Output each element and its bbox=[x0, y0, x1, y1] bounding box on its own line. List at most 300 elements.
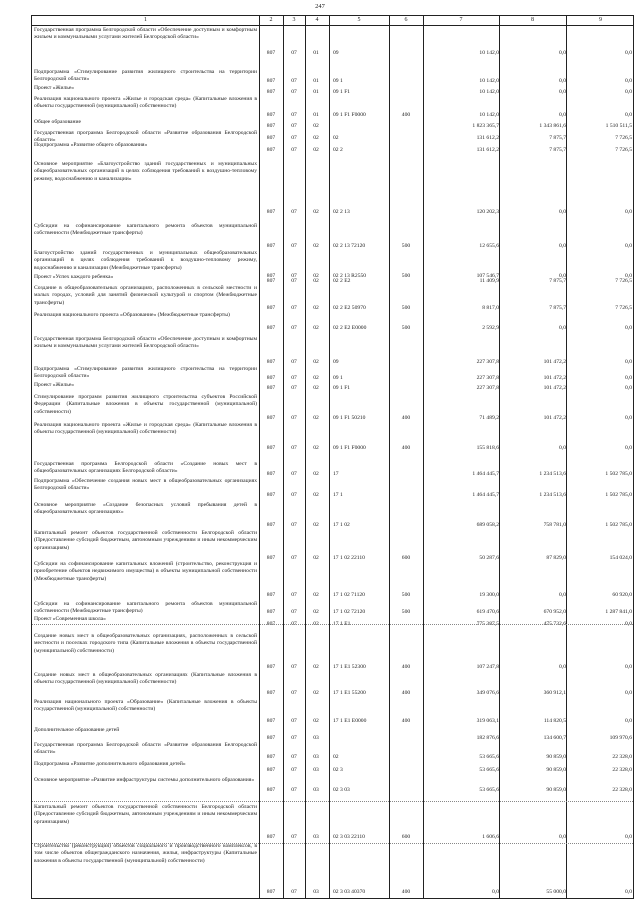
table-row bbox=[32, 274, 635, 285]
cell-c5: 09 1 F1 bbox=[333, 385, 351, 391]
cell-c2: 807 bbox=[266, 664, 276, 670]
cell-c5: 02 2 13 72120 bbox=[333, 243, 366, 249]
cell-c8: 0,0 bbox=[559, 89, 566, 95]
cell-c4: 02 bbox=[313, 592, 319, 598]
cell-c2: 807 bbox=[266, 243, 276, 249]
cell-c9: 0,0 bbox=[625, 621, 632, 627]
cell-c3: 07 bbox=[291, 112, 297, 118]
cell-c9: 7 726,5 bbox=[615, 147, 632, 153]
cell-c6: 400 bbox=[401, 690, 411, 696]
cell-c3: 07 bbox=[291, 471, 297, 477]
cell-c4: 02 bbox=[313, 243, 319, 249]
table-row bbox=[32, 502, 635, 529]
table-row bbox=[32, 561, 635, 599]
row-name: Субсидии на софинансирование капитального ремонта объектов муниципальной собственности (Межбюджетные трансферты) bbox=[34, 601, 257, 615]
cell-c8: 90 859,0 bbox=[546, 754, 566, 760]
cell-c5: 09 bbox=[333, 50, 339, 56]
cell-c7: 8 817,0 bbox=[482, 305, 499, 311]
cell-c5: 02 2 E2 bbox=[333, 278, 351, 284]
cell-c2: 807 bbox=[266, 278, 276, 284]
cell-c4: 02 bbox=[313, 325, 319, 331]
cell-c2: 807 bbox=[266, 415, 276, 421]
table-row bbox=[32, 366, 635, 382]
cell-c2: 807 bbox=[266, 834, 276, 840]
cell-c7: 10 142,0 bbox=[479, 50, 499, 56]
table-row bbox=[32, 142, 635, 154]
cell-c9: 0,0 bbox=[625, 718, 632, 724]
cell-c6: 500 bbox=[401, 592, 411, 598]
cell-c8: 0,0 bbox=[559, 243, 566, 249]
cell-c7: 155 818,6 bbox=[476, 445, 499, 451]
cell-c7: 10 142,0 bbox=[479, 112, 499, 118]
cell-c5: 02 3 03 40370 bbox=[333, 889, 366, 895]
cell-c9: 1 287 841,0 bbox=[605, 609, 632, 615]
row-name: Проект «Успех каждого ребенка» bbox=[34, 274, 114, 280]
cell-c5: 09 1 F1 50210 bbox=[333, 415, 366, 421]
cell-c8: 87 829,0 bbox=[546, 555, 566, 561]
cell-c4: 02 bbox=[313, 471, 319, 477]
cell-c5: 17 1 E1 bbox=[333, 621, 351, 627]
cell-c5: 09 1 F1 F0000 bbox=[333, 445, 366, 451]
cell-c2: 807 bbox=[266, 690, 276, 696]
cell-c3: 07 bbox=[291, 492, 297, 498]
cell-c8: 101 472,2 bbox=[543, 375, 566, 381]
cell-c7: 1 606,6 bbox=[482, 834, 499, 840]
cell-c7: 120 202,3 bbox=[476, 209, 499, 215]
table-row bbox=[32, 777, 635, 794]
cell-c5: 17 1 E1 52300 bbox=[333, 664, 366, 670]
cell-c7: 107 247,8 bbox=[476, 664, 499, 670]
cell-c6: 400 bbox=[401, 664, 411, 670]
cell-c3: 07 bbox=[291, 209, 297, 215]
row-name: Создание новых мест в общеобразовательных организациях (Капитальные вложения в объекты государственной (муниципальной) собственности) bbox=[34, 672, 257, 686]
cell-c8: 670 952,0 bbox=[543, 609, 566, 615]
table-row bbox=[32, 27, 635, 57]
cell-c5: 02 bbox=[333, 135, 339, 141]
cell-c2: 807 bbox=[266, 273, 276, 279]
cell-c6: 500 bbox=[401, 325, 411, 331]
cell-c2: 807 bbox=[266, 492, 276, 498]
cell-c8: 0,0 bbox=[559, 664, 566, 670]
row-name: Проект «Жилье» bbox=[34, 85, 75, 91]
cell-c3: 07 bbox=[291, 305, 297, 311]
cell-c4: 02 bbox=[313, 718, 319, 724]
cell-c7: 53 665,6 bbox=[479, 787, 499, 793]
cell-c2: 807 bbox=[266, 735, 276, 741]
cell-c6: 500 bbox=[401, 273, 411, 279]
cell-c6: 500 bbox=[401, 305, 411, 311]
cell-c7: 227 307,8 bbox=[476, 375, 499, 381]
table-row bbox=[32, 699, 635, 725]
cell-c3: 07 bbox=[291, 621, 297, 627]
cell-c9: 0,0 bbox=[625, 834, 632, 840]
cell-c2: 807 bbox=[266, 50, 276, 56]
cell-c3: 07 bbox=[291, 889, 297, 895]
cell-c5: 02 3 bbox=[333, 767, 343, 773]
cell-c3: 07 bbox=[291, 273, 297, 279]
cell-c3: 07 bbox=[291, 522, 297, 528]
cell-c4: 02 bbox=[313, 445, 319, 451]
cell-c8: 55 000,0 bbox=[546, 889, 566, 895]
cell-c6: 500 bbox=[401, 243, 411, 249]
table-row bbox=[32, 285, 635, 312]
header-cell-8: 8 bbox=[531, 17, 534, 23]
cell-c9: 0,0 bbox=[625, 243, 632, 249]
cell-c3: 07 bbox=[291, 375, 297, 381]
cell-c5: 02 3 03 bbox=[333, 787, 350, 793]
cell-c6: 500 bbox=[401, 609, 411, 615]
cell-c3: 07 bbox=[291, 135, 297, 141]
cell-c2: 807 bbox=[266, 445, 276, 451]
cell-c3: 07 bbox=[291, 78, 297, 84]
cell-c2: 807 bbox=[266, 147, 276, 153]
cell-c8: 0,0 bbox=[559, 273, 566, 279]
row-name: Проект «Современная школа» bbox=[34, 616, 106, 622]
row-name: Государственная программа Белгородской области «Обеспечение доступным и комфортным жильем и коммунальными услугами жителей Белгородской области» bbox=[34, 27, 257, 41]
cell-c4: 02 bbox=[313, 135, 319, 141]
cell-c8: 7 875,7 bbox=[549, 305, 566, 311]
cell-c7: 53 665,6 bbox=[479, 754, 499, 760]
cell-c9: 0,0 bbox=[625, 78, 632, 84]
cell-c3: 07 bbox=[291, 243, 297, 249]
cell-c3: 07 bbox=[291, 89, 297, 95]
cell-c8: 101 472,2 bbox=[543, 385, 566, 391]
cell-c8: 1 234 513,6 bbox=[539, 492, 566, 498]
cell-c2: 807 bbox=[266, 555, 276, 561]
cell-c7: 10 142,0 bbox=[479, 78, 499, 84]
cell-c7: 53 665,6 bbox=[479, 767, 499, 773]
header-cell-7: 7 bbox=[459, 17, 463, 23]
cell-c4: 03 bbox=[313, 767, 319, 773]
cell-c9: 0,0 bbox=[625, 359, 632, 365]
cell-c6: 400 bbox=[401, 445, 411, 451]
table-row bbox=[32, 223, 635, 250]
cell-c4: 02 bbox=[313, 123, 319, 129]
cell-c8: 0,0 bbox=[559, 209, 566, 215]
cell-c4: 02 bbox=[313, 415, 319, 421]
cell-c9: 0,0 bbox=[625, 50, 632, 56]
table-row bbox=[32, 672, 635, 697]
cell-c3: 07 bbox=[291, 555, 297, 561]
cell-c6: 600 bbox=[401, 834, 411, 840]
cell-c4: 02 bbox=[313, 522, 319, 528]
cell-c9: 1 510 511,5 bbox=[605, 123, 632, 129]
cell-c2: 807 bbox=[266, 889, 276, 895]
header-cell-6: 6 bbox=[404, 17, 408, 23]
header-divider bbox=[32, 25, 633, 26]
cell-c5: 02 2 13 R2550 bbox=[333, 273, 367, 279]
cell-c2: 807 bbox=[266, 305, 276, 311]
cell-c9: 60 920,0 bbox=[612, 592, 632, 598]
cell-c4: 02 bbox=[313, 147, 319, 153]
cell-c2: 807 bbox=[266, 375, 276, 381]
cell-c8: 0,0 bbox=[559, 834, 566, 840]
table-row bbox=[32, 119, 635, 130]
cell-c5: 09 1 F1 bbox=[333, 89, 351, 95]
cell-c3: 07 bbox=[291, 385, 297, 391]
table-row bbox=[32, 616, 635, 628]
row-name: Субсидии на софинансирование капитального ремонта объектов муниципальной собственности (Межбюджетные трансферты) bbox=[34, 223, 257, 237]
row-name: Подпрограмма «Обеспечение создания новых мест в общеобразовательных организациях Белгородской области» bbox=[34, 478, 257, 492]
cell-c9: 7 726,5 bbox=[615, 278, 632, 284]
cell-c2: 807 bbox=[266, 609, 276, 615]
cell-c2: 807 bbox=[266, 89, 276, 95]
row-name: Подпрограмма «Стимулирование развития жилищного строительства на территории Белгородской области» bbox=[34, 69, 257, 83]
cell-c2: 807 bbox=[266, 718, 276, 724]
cell-c5: 17 1 02 22110 bbox=[333, 555, 365, 561]
cell-c9: 0,0 bbox=[625, 89, 632, 95]
cell-c4: 02 bbox=[313, 621, 319, 627]
cell-c2: 807 bbox=[266, 78, 276, 84]
table-row bbox=[32, 761, 635, 774]
cell-c5: 09 bbox=[333, 359, 339, 365]
table-row bbox=[32, 69, 635, 85]
cell-c7: 1 464 445,7 bbox=[472, 471, 499, 477]
cell-c8: 475 732,6 bbox=[543, 621, 566, 627]
cell-c4: 03 bbox=[313, 787, 319, 793]
cell-c4: 02 bbox=[313, 273, 319, 279]
cell-c9: 22 328,0 bbox=[612, 787, 632, 793]
row-name: Подпрограмма «Развитие общего образования» bbox=[34, 142, 148, 148]
row-name: Государственная программа Белгородской области «Развитие образования Белгородской области» bbox=[34, 742, 257, 756]
cell-c8: 7 875,7 bbox=[549, 278, 566, 284]
cell-c7: 10 142,0 bbox=[479, 89, 499, 95]
row-name: Подпрограмма «Стимулирование развития жилищного строительства на территории Белгородской области» bbox=[34, 366, 257, 380]
cell-c4: 03 bbox=[313, 735, 319, 741]
cell-c7: 0,0 bbox=[492, 889, 499, 895]
cell-c2: 807 bbox=[266, 135, 276, 141]
cell-c2: 807 bbox=[266, 471, 276, 477]
table-row bbox=[32, 530, 635, 562]
table-row bbox=[32, 804, 635, 841]
table-row bbox=[32, 161, 635, 216]
cell-c3: 07 bbox=[291, 592, 297, 598]
cell-c9: 154 024,0 bbox=[609, 555, 632, 561]
cell-c3: 07 bbox=[291, 445, 297, 451]
cell-c6: 400 bbox=[401, 112, 411, 118]
cell-c3: 07 bbox=[291, 834, 297, 840]
cell-c8: 0,0 bbox=[559, 445, 566, 451]
row-name: Капитальный ремонт объектов государственной собственности Белгородской области (Предоставление субсидий бюджетным, автономным учреждениям и иным некоммерческим организациям) bbox=[34, 530, 257, 551]
cell-c3: 07 bbox=[291, 754, 297, 760]
row-divider bbox=[32, 624, 633, 625]
cell-c7: 12 655,6 bbox=[479, 243, 499, 249]
cell-c6: 400 bbox=[401, 415, 411, 421]
cell-c8: 0,0 bbox=[559, 325, 566, 331]
cell-c4: 02 bbox=[313, 209, 319, 215]
cell-c9: 0,0 bbox=[625, 209, 632, 215]
cell-c6: 400 bbox=[401, 889, 411, 895]
cell-c9: 0,0 bbox=[625, 664, 632, 670]
cell-c4: 02 bbox=[313, 609, 319, 615]
cell-c4: 02 bbox=[313, 492, 319, 498]
cell-c7: 227 307,8 bbox=[476, 385, 499, 391]
table-row bbox=[32, 96, 635, 119]
cell-c7: 319 063,1 bbox=[476, 718, 499, 724]
cell-c4: 02 bbox=[313, 278, 319, 284]
cell-c2: 807 bbox=[266, 209, 276, 215]
cell-c7: 131 612,2 bbox=[476, 135, 499, 141]
cell-c8: 0,0 bbox=[559, 112, 566, 118]
cell-c3: 07 bbox=[291, 325, 297, 331]
cell-c2: 807 bbox=[266, 325, 276, 331]
cell-c8: 0,0 bbox=[559, 78, 566, 84]
cell-c2: 807 bbox=[266, 359, 276, 365]
cell-c9: 0,0 bbox=[625, 690, 632, 696]
cell-c5: 17 1 02 72120 bbox=[333, 609, 366, 615]
cell-c4: 01 bbox=[313, 89, 319, 95]
cell-c3: 07 bbox=[291, 359, 297, 365]
cell-c9: 1 502 785,0 bbox=[605, 471, 632, 477]
cell-c9: 0,0 bbox=[625, 375, 632, 381]
cell-c8: 101 472,2 bbox=[543, 359, 566, 365]
cell-c4: 03 bbox=[313, 889, 319, 895]
row-name: Реализация национального проекта «Образование» (Капитальные вложения в объекты государственной (муниципальной) собственности) bbox=[34, 699, 257, 713]
cell-c9: 22 328,0 bbox=[612, 754, 632, 760]
row-divider bbox=[32, 801, 633, 802]
cell-c4: 01 bbox=[313, 78, 319, 84]
cell-c7: 1 464 445,7 bbox=[472, 492, 499, 498]
row-name: Благоустройство зданий государственных и муниципальных общеобразовательных организаций в целях соблюдения требований к воздушно-тепловому режиму, водоснабжению и канализации (Межбюджетные трансферты) bbox=[34, 250, 257, 271]
cell-c9: 1 502 785,0 bbox=[605, 522, 632, 528]
cell-c5: 02 bbox=[333, 754, 339, 760]
cell-c7: 775 387,5 bbox=[476, 621, 499, 627]
cell-c7: 1 823 365,7 bbox=[472, 123, 499, 129]
row-name: Основное мероприятие «Развитие инфраструктуры системы дополнительного образования» bbox=[34, 777, 255, 783]
cell-c2: 807 bbox=[266, 112, 276, 118]
cell-c7: 227 307,8 bbox=[476, 359, 499, 365]
cell-c9: 0,0 bbox=[625, 445, 632, 451]
cell-c2: 807 bbox=[266, 754, 276, 760]
cell-c5: 17 bbox=[333, 471, 339, 477]
cell-c5: 17 1 E1 55200 bbox=[333, 690, 366, 696]
cell-c9: 0,0 bbox=[625, 889, 632, 895]
row-name: Стимулирование программ развития жилищного строительства субъектов Российской Федерации (Капитальные вложения в объекты государственной (муниципальной) собственности) bbox=[34, 394, 257, 415]
cell-c9: 7 726,5 bbox=[615, 135, 632, 141]
budget-table bbox=[31, 15, 634, 899]
cell-c2: 807 bbox=[266, 621, 276, 627]
cell-c3: 07 bbox=[291, 718, 297, 724]
table-row bbox=[32, 312, 635, 332]
cell-c4: 02 bbox=[313, 690, 319, 696]
cell-c8: 90 859,0 bbox=[546, 767, 566, 773]
row-name: Строительство (реконструкция) объектов социального и производственного комплексов, в том числе объектов общегражданского назначения, жилья, инфраструктуры (Капитальные вложения в объекты государственной (муниципальной) собственности) bbox=[34, 843, 257, 864]
cell-c3: 07 bbox=[291, 50, 297, 56]
table-row bbox=[32, 85, 635, 96]
cell-c7: 131 612,2 bbox=[476, 147, 499, 153]
cell-c9: 0,0 bbox=[625, 273, 632, 279]
cell-c9: 109 970,6 bbox=[609, 735, 632, 741]
cell-c2: 807 bbox=[266, 767, 276, 773]
cell-c8: 0,0 bbox=[559, 592, 566, 598]
cell-c8: 7 875,7 bbox=[549, 147, 566, 153]
cell-c5: 02 2 13 bbox=[333, 209, 350, 215]
cell-c7: 619 470,6 bbox=[476, 609, 499, 615]
cell-c3: 07 bbox=[291, 664, 297, 670]
cell-c3: 07 bbox=[291, 415, 297, 421]
table-row bbox=[32, 478, 635, 499]
cell-c9: 7 726,5 bbox=[615, 305, 632, 311]
cell-c6: 600 bbox=[401, 555, 411, 561]
table-row bbox=[32, 394, 635, 422]
row-name: Государственная программа Белгородской области «Обеспечение доступным и комфортным жильем и коммунальными услугами жителей Белгородской области» bbox=[34, 336, 257, 350]
cell-c4: 02 bbox=[313, 555, 319, 561]
cell-c8: 134 600,7 bbox=[543, 735, 566, 741]
cell-c8: 114 820,5 bbox=[543, 718, 566, 724]
header-cell-1: 1 bbox=[144, 17, 147, 23]
cell-c8: 758 781,0 bbox=[543, 522, 566, 528]
header-cell-9: 9 bbox=[599, 17, 602, 23]
cell-c4: 02 bbox=[313, 305, 319, 311]
cell-c9: 0,0 bbox=[625, 385, 632, 391]
table-row bbox=[32, 336, 635, 366]
cell-c5: 02 3 03 22110 bbox=[333, 834, 365, 840]
cell-c4: 01 bbox=[313, 50, 319, 56]
cell-c8: 90 859,0 bbox=[546, 787, 566, 793]
row-name: Создание новых мест в общеобразовательных организациях, расположенных в сельской местности и поселках городского типа (Капитальные вложения в объекты государственной (муниципальной) собственности) bbox=[34, 633, 257, 654]
cell-c2: 807 bbox=[266, 522, 276, 528]
cell-c3: 07 bbox=[291, 787, 297, 793]
cell-c3: 07 bbox=[291, 690, 297, 696]
header-cell-5: 5 bbox=[357, 17, 361, 23]
row-name: Реализация национального проекта «Жилье и городская среда» (Капитальные вложения в объекты государственной (муниципальной) собственности) bbox=[34, 422, 257, 436]
cell-c8: 1 234 513,6 bbox=[539, 471, 566, 477]
header-cell-3: 3 bbox=[292, 17, 296, 23]
header-cell-2: 2 bbox=[269, 17, 273, 23]
table-row bbox=[32, 461, 635, 478]
row-name: Реализация национального проекта «Образование» (Межбюджетные трансферты) bbox=[34, 312, 230, 318]
cell-c9: 1 502 785,0 bbox=[605, 492, 632, 498]
cell-c4: 02 bbox=[313, 375, 319, 381]
table-row bbox=[32, 633, 635, 671]
cell-c7: 71 489,2 bbox=[479, 415, 499, 421]
row-name: Государственная программа Белгородской области «Создание новых мест в общеобразовательных организациях Белгородской области» bbox=[34, 461, 257, 475]
cell-c7: 107 546,7 bbox=[476, 273, 499, 279]
cell-c2: 807 bbox=[266, 385, 276, 391]
cell-c7: 182 876,6 bbox=[476, 735, 499, 741]
cell-c5: 02 2 bbox=[333, 147, 343, 153]
cell-c8: 7 875,7 bbox=[549, 135, 566, 141]
cell-c5: 02 2 E2 E0000 bbox=[333, 325, 367, 331]
row-name: Основное мероприятие «Создание безопасных условий пребывания детей в общеобразовательных организациях» bbox=[34, 502, 257, 516]
cell-c5: 17 1 bbox=[333, 492, 343, 498]
row-name: Проект «Жилье» bbox=[34, 382, 75, 388]
row-name: Субсидии на софинансирование капитальных вложений (строительство, реконструкция и приобретение объектов недвижимого имущества) в объекты муниципальной собственности (Межбюджетные трансферты) bbox=[34, 561, 257, 582]
row-name: Государственная программа Белгородской области «Развитие образования Белгородской области» bbox=[34, 130, 257, 144]
header-cell-4: 4 bbox=[315, 17, 319, 23]
cell-c3: 07 bbox=[291, 278, 297, 284]
cell-c2: 807 bbox=[266, 592, 276, 598]
row-name: Капитальный ремонт объектов государственной собственности Белгородской области (Предоставление субсидий бюджетным, автономным учреждениям и иным некоммерческим организациям) bbox=[34, 804, 257, 825]
cell-c5: 17 1 02 71120 bbox=[333, 592, 365, 598]
cell-c6: 400 bbox=[401, 718, 411, 724]
table-row bbox=[32, 601, 635, 616]
cell-c4: 01 bbox=[313, 112, 319, 118]
cell-c7: 349 076,6 bbox=[476, 690, 499, 696]
cell-c2: 807 bbox=[266, 787, 276, 793]
cell-c8: 360 912,1 bbox=[543, 690, 566, 696]
cell-c5: 17 1 02 bbox=[333, 522, 350, 528]
table-row bbox=[32, 843, 635, 896]
cell-c5: 09 1 bbox=[333, 78, 343, 84]
cell-c7: 19 300,0 bbox=[479, 592, 499, 598]
cell-c8: 0,0 bbox=[559, 50, 566, 56]
cell-c4: 02 bbox=[313, 359, 319, 365]
row-name: Основное мероприятие «Благоустройство зданий государственных и муниципальных общеобразовательных организаций в целях соблюдения требований к воздушно-тепловому режиму, водоснабжению и канализации» bbox=[34, 161, 257, 182]
cell-c4: 02 bbox=[313, 664, 319, 670]
table-row bbox=[32, 727, 635, 742]
row-name: Дополнительное образование детей bbox=[34, 727, 120, 733]
